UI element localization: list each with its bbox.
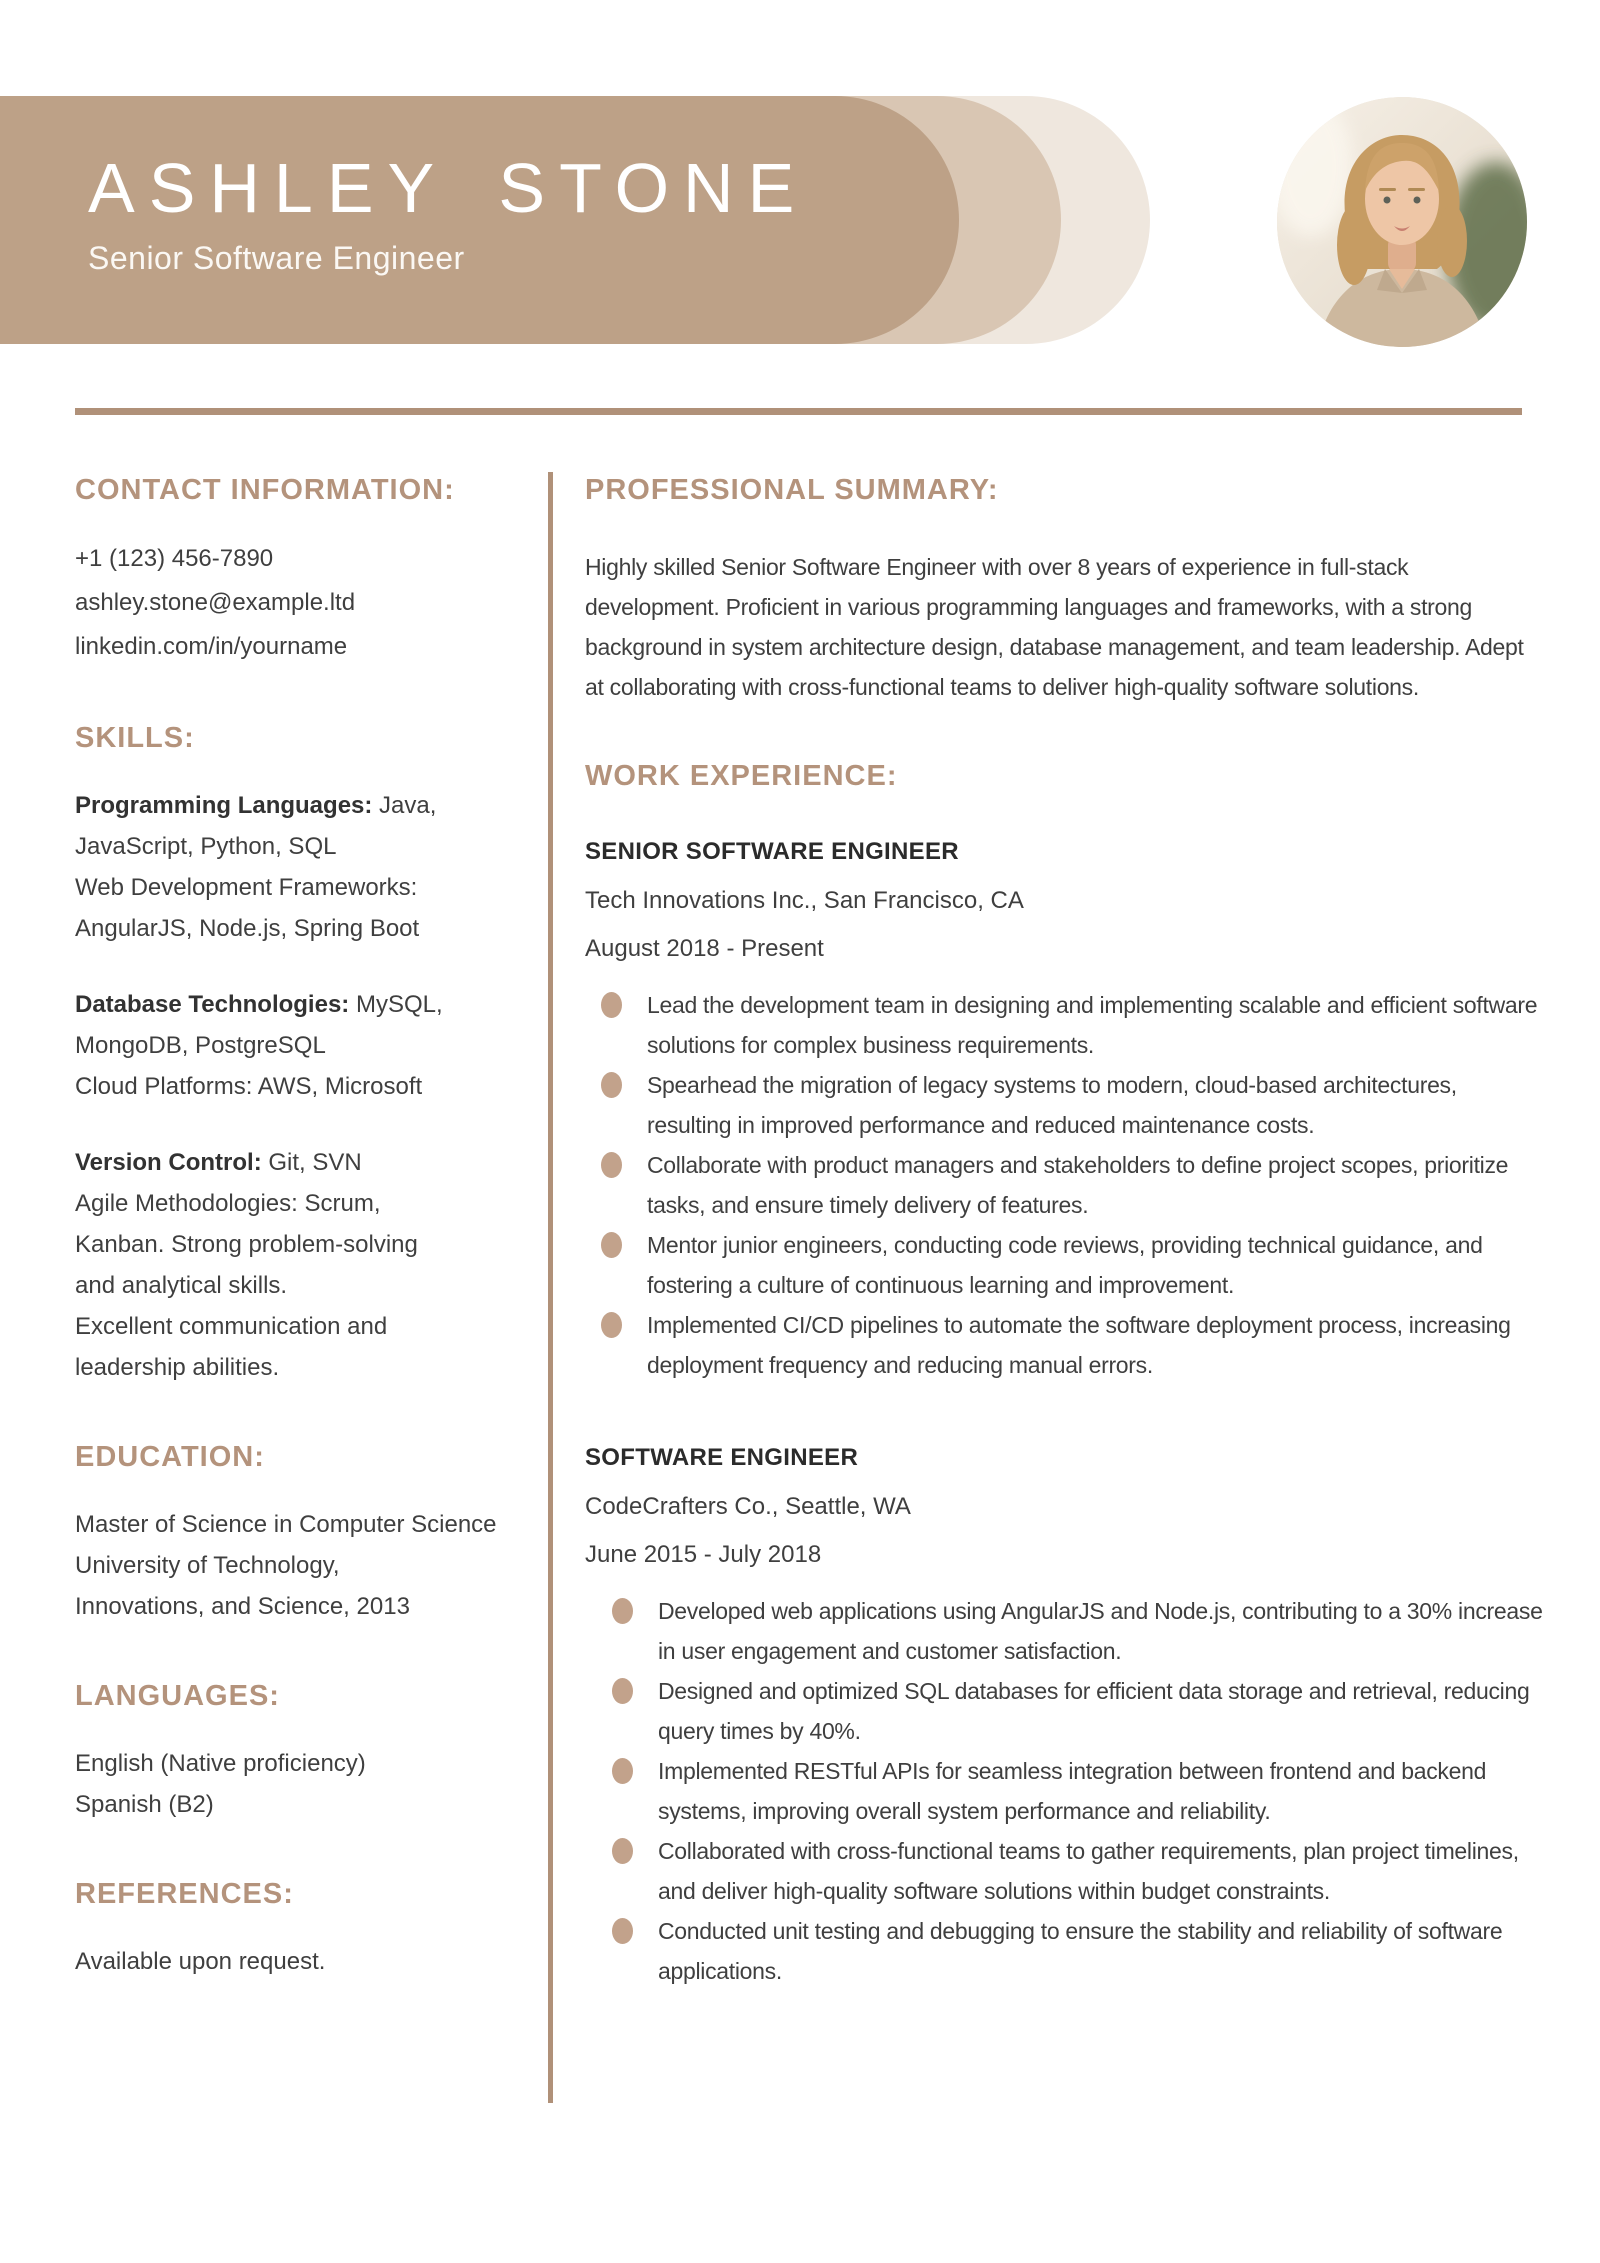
contact-line: linkedin.com/in/yourname	[75, 633, 348, 660]
skills-line: Kanban. Strong problem-solving	[75, 1231, 418, 1258]
education-line: University of Technology,	[75, 1552, 340, 1579]
contact-heading: CONTACT INFORMATION:	[75, 474, 455, 506]
job-entry-senior-software-engineer	[585, 837, 1543, 1385]
contact-line: ashley.stone@example.ltd	[75, 589, 356, 616]
job-company: CodeCrafters Co., Seattle, WA	[585, 1493, 911, 1520]
references-line: Available upon request.	[75, 1948, 326, 1975]
job-bullet: Implemented RESTful APIs for seamless integration between frontend and backend systems, improving overall system performance and reliability.	[585, 1751, 1543, 1831]
job-bullet: Implemented CI/CD pipelines to automate the software deployment process, increasing deployment frequency and reducing manual errors.	[585, 1305, 1543, 1385]
skills-group-version-control	[75, 1142, 548, 1388]
job-bullet-list	[585, 985, 1543, 1385]
references-heading: REFERENCES:	[75, 1878, 294, 1910]
education-heading: EDUCATION:	[75, 1441, 265, 1473]
header-job-title: Senior Software Engineer	[88, 240, 465, 276]
job-bullet-list	[585, 1591, 1543, 1991]
references-lines	[75, 1941, 548, 1982]
education-section	[75, 1440, 548, 1627]
job-bullet: Conducted unit testing and debugging to ensure the stability and reliability of software applications.	[585, 1911, 1543, 1991]
skills-line: and analytical skills.	[75, 1272, 288, 1299]
education-lines	[75, 1504, 548, 1627]
job-dates: June 2015 - July 2018	[585, 1541, 822, 1568]
skills-line: MongoDB, PostgreSQL	[75, 1032, 326, 1059]
skills-line: Web Development Frameworks:	[75, 874, 418, 901]
skills-section	[75, 721, 548, 1388]
work-experience-section	[585, 759, 1543, 1991]
header-divider-rule	[75, 408, 1522, 415]
skills-line: AngularJS, Node.js, Spring Boot	[75, 915, 420, 942]
column-divider	[548, 472, 553, 2103]
skills-line: Programming Languages: Java,	[75, 792, 437, 819]
language-line: English (Native proficiency)	[75, 1750, 366, 1777]
job-bullet: Mentor junior engineers, conducting code reviews, providing technical guidance, and fostering a culture of continuous learning and improvement.	[585, 1225, 1543, 1305]
contact-section	[75, 473, 548, 669]
profile-photo	[1277, 97, 1527, 347]
skills-line: JavaScript, Python, SQL	[75, 833, 337, 860]
skills-line: Cloud Platforms: AWS, Microsoft	[75, 1073, 423, 1100]
education-line: Innovations, and Science, 2013	[75, 1593, 410, 1620]
job-bullet: Developed web applications using AngularJS and Node.js, contributing to a 30% increase in user engagement and customer satisfaction.	[585, 1591, 1543, 1671]
summary-section	[585, 473, 1543, 707]
job-bullet: Spearhead the migration of legacy systems to modern, cloud-based architectures, resulting in improved performance and reduced maintenance costs.	[585, 1065, 1543, 1145]
skills-heading: SKILLS:	[75, 722, 195, 754]
left-column	[75, 473, 548, 1982]
job-company: Tech Innovations Inc., San Francisco, CA	[585, 887, 1024, 914]
job-dates: August 2018 - Present	[585, 935, 824, 962]
summary-text: Highly skilled Senior Software Engineer with over 8 years of experience in full-stack development. Proficient in various programming languages and frameworks, with a strong background in system architecture design, database management, and team leadership. Adept at collaborating with cross-functional teams to deliver high-quality software solutions.	[585, 554, 1524, 700]
job-bullet: Collaborated with cross-functional teams to gather requirements, plan project timelines, and deliver high-quality software solutions within budget constraints.	[585, 1831, 1543, 1911]
profile-photo-illustration	[1277, 97, 1527, 347]
summary-heading: PROFESSIONAL SUMMARY:	[585, 474, 999, 506]
references-section	[75, 1877, 548, 1982]
right-column	[585, 473, 1543, 1991]
contact-line: +1 (123) 456-7890	[75, 545, 274, 572]
job-bullet: Collaborate with product managers and stakeholders to define project scopes, prioritize tasks, and ensure timely delivery of features.	[585, 1145, 1543, 1225]
skills-group-programming	[75, 785, 548, 949]
contact-lines	[75, 537, 548, 669]
job-bullet: Designed and optimized SQL databases for efficient data storage and retrieval, reducing query times by 40%.	[585, 1671, 1543, 1751]
languages-section	[75, 1679, 548, 1825]
job-bullet: Lead the development team in designing and implementing scalable and efficient software solutions for complex business requirements.	[585, 985, 1543, 1065]
name-heading: ASHLEY STONE	[88, 149, 809, 227]
language-line: Spanish (B2)	[75, 1791, 214, 1818]
skills-line: leadership abilities.	[75, 1354, 280, 1381]
skills-line: Version Control: Git, SVN	[75, 1149, 362, 1176]
skills-line: Excellent communication and	[75, 1313, 388, 1340]
job-entry-software-engineer	[585, 1443, 1543, 1991]
skills-line: Database Technologies: MySQL,	[75, 991, 443, 1018]
job-title: SOFTWARE ENGINEER	[585, 1444, 859, 1471]
skills-group-database	[75, 984, 548, 1107]
job-title: SENIOR SOFTWARE ENGINEER	[585, 838, 959, 865]
work-experience-heading: WORK EXPERIENCE:	[585, 760, 898, 792]
education-line: Master of Science in Computer Science	[75, 1511, 497, 1538]
skills-line: Agile Methodologies: Scrum,	[75, 1190, 381, 1217]
languages-heading: LANGUAGES:	[75, 1680, 280, 1712]
language-lines	[75, 1743, 548, 1825]
header	[88, 96, 808, 277]
